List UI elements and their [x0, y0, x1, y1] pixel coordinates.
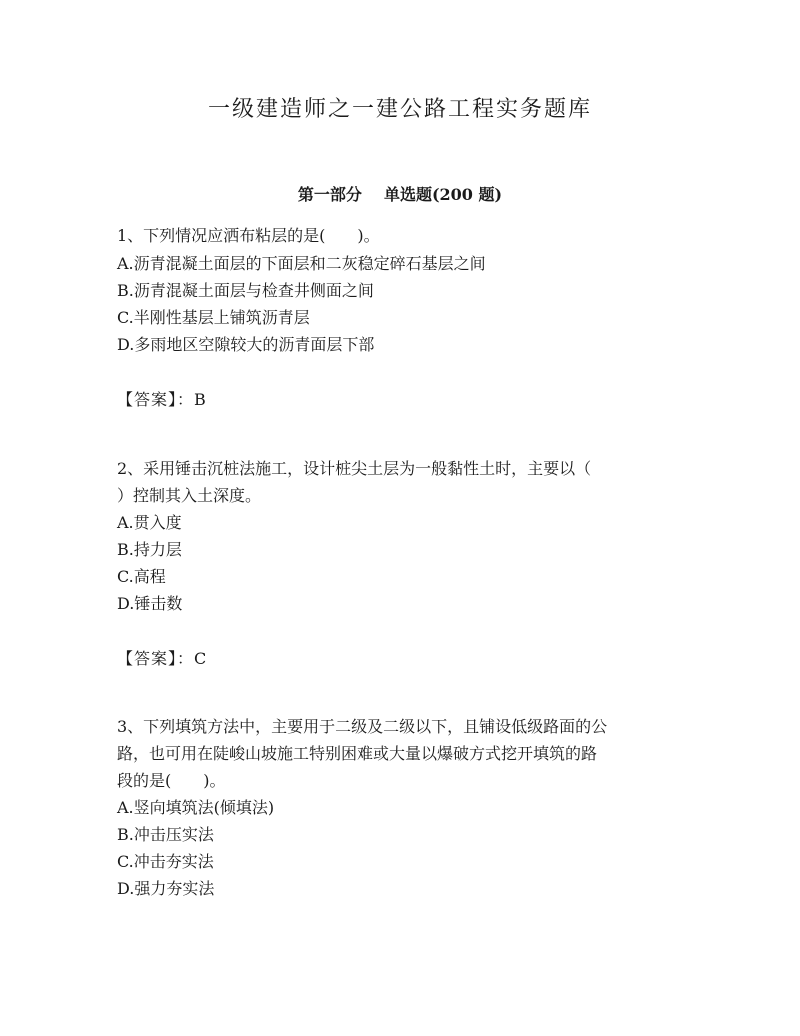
question-3-option-c: C.冲击夯实法 — [117, 852, 214, 871]
question-2-option-d: D.锤击数 — [117, 594, 183, 613]
answer-label: 【答案】： — [117, 649, 195, 668]
question-1-option-d: D.多雨地区空隙较大的沥青面层下部 — [117, 335, 375, 354]
question-3-option-a: A.竖向填筑法(倾填法) — [117, 798, 275, 817]
section-part: 第一部分 — [297, 185, 362, 204]
question-1-answer — [117, 386, 697, 414]
question-1-option-a: A.沥青混凝土面层的下面层和二灰稳定碎石基层之间 — [117, 254, 486, 273]
answer-value: B — [194, 390, 207, 409]
question-3-option-b: B.冲击压实法 — [117, 825, 214, 844]
section-heading — [0, 181, 800, 209]
question-2-option-b: B.持力层 — [117, 540, 182, 559]
question-2-answer — [117, 645, 697, 673]
answer-label: 【答案】： — [117, 390, 195, 409]
question-1-option-c: C.半刚性基层上铺筑沥青层 — [117, 308, 310, 327]
question-3-option-d: D.强力夯实法 — [117, 879, 215, 898]
question-3-stem-line-2: 路，也可用在陡峻山坡施工特别困难或大量以爆破方式挖开填筑的路 — [117, 744, 598, 763]
question-2-option-c: C.高程 — [117, 567, 166, 586]
question-3-stem-line-1: 3、下列填筑方法中，主要用于二级及二级以下，且铺设低级路面的公 — [117, 717, 608, 736]
section-name: 单选题(200 题) — [383, 185, 503, 204]
question-1-option-b: B.沥青混凝土面层与检查井侧面之间 — [117, 281, 374, 300]
question-2-stem-line-1: 2、采用锤击沉桩法施工，设计桩尖土层为一般黏性土时，主要以（ — [117, 459, 592, 478]
question-3-stem-line-3: 段的是( )。 — [117, 771, 226, 790]
question-2-option-a: A.贯入度 — [117, 513, 182, 532]
question-2-stem-line-2: ）控制其入土深度。 — [117, 486, 262, 505]
question-1-stem-line-1: 1、下列情况应洒布粘层的是( )。 — [117, 226, 380, 245]
document-title: 一级建造师之一建公路工程实务题库 — [207, 97, 592, 122]
answer-value: C — [194, 649, 208, 668]
